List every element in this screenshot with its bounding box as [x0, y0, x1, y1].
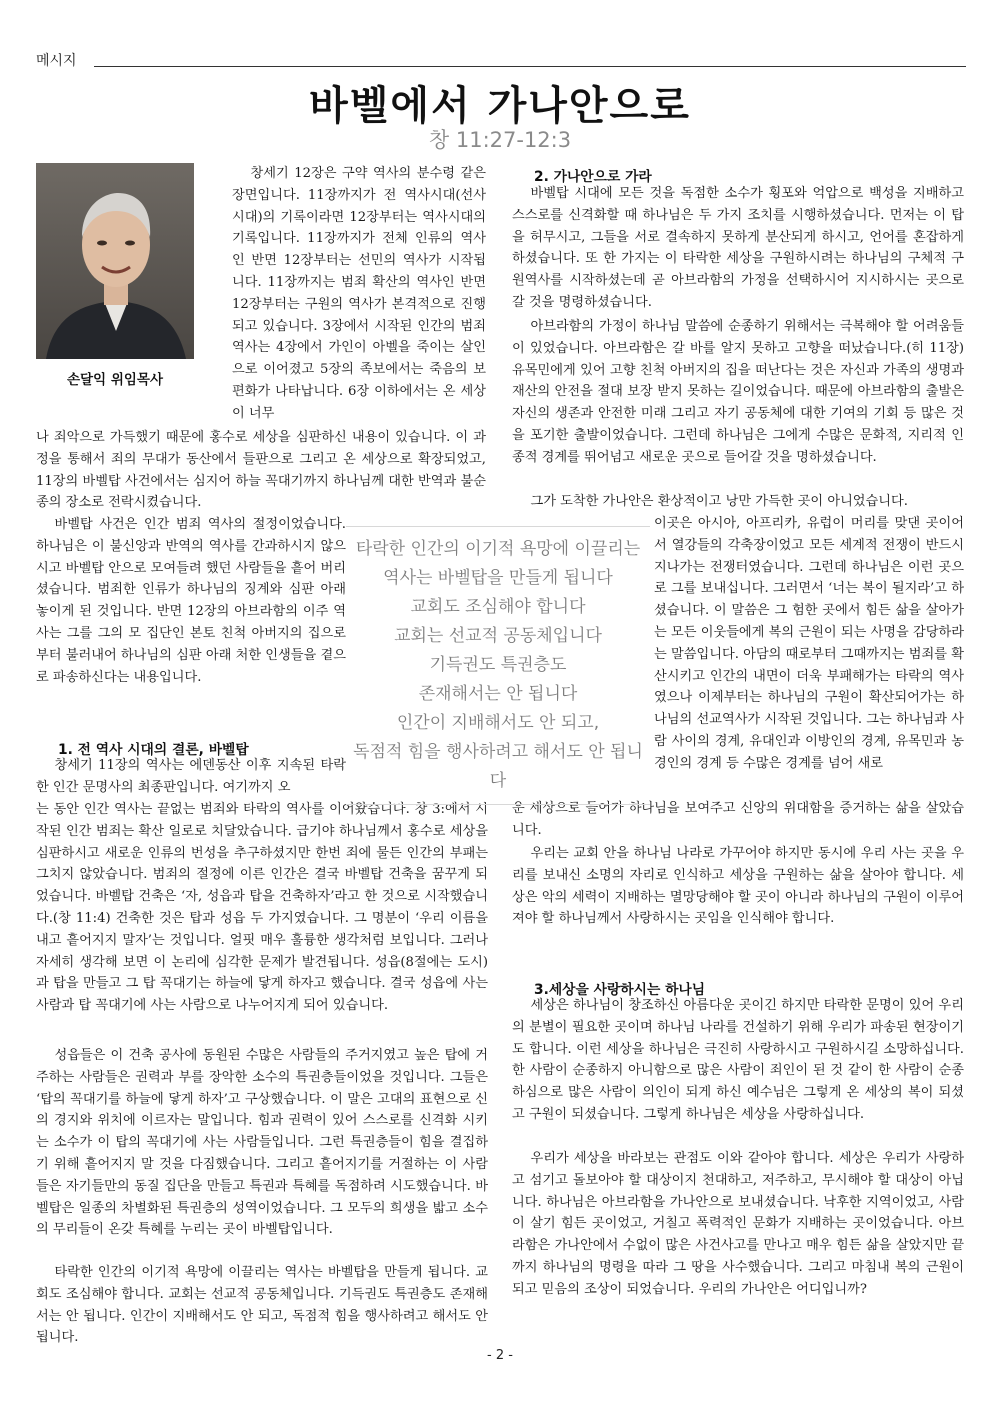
- pull-quote-line: 인간이 지배해서도 안 되고,: [396, 713, 600, 733]
- section-1-text-b: 는 동안 인간 역사는 끝없는 범죄와 타락의 역사를 이어왔습니다. 창 3:에서 시작된 인간 범죄는 확산 일로로 치달았습니다. 급기야 하나님께서 홍수로 세상을 심판하시고 새로운 인류의 번성을 추구하셨지만 한번 죄에 물든 인간의 부패는 그치지 않았습니다. 범죄의 절정에 이른 인간은 결국 바벨탑 건축을 꿈꾸게 되었습니다. 바벨탑 건축은 ‘자, 성읍과 탑을 건축하자’라고 한 것으로 시작했습니다.(창 11:4) 건축한 것은 탑과 성읍 두 가지였습니다. 그 명분이 ‘우리 이름을 내고 흩어지지 말자’는 것입니다. 얼핏 매우 훌륭한 생각처럼 보입니다. 그러나 자세히 생각해 보면 이 논리에 심각한 문제가 발견됩니다. 성읍(8절에는 도시)과 탑을 만들고 그 탑 꼭대기는 하늘에 닿게 하자고 했습니다. 결국 성읍에 사는 사람과 탑 꼭대기에 사는 사람으로 나누어지게 되어 있습니다.: [36, 802, 488, 1014]
- intro-text-2: 바벨탑 사건은 인간 범죄 역사의 절정이었습니다. 하나님은 이 불신앙과 반역의 역사를 간과하시지 않으시고 바벨탑 안으로 모여들려 했던 사람들을 흩어 버리셨습니다. 범죄한 인류가 하나님의 징계와 심판 아래 놓이게 된 것입니다. 반면 12장의 아브라함의 이주 역사는 그를 그의 모 집단인 본토 친척 아버지의 집으로부터 불러내어 하나님의 심판 아래 처한 인생들을 곁으로 파송하신다는 내용입니다.: [36, 517, 346, 685]
- section-2-text-4: 우리는 교회 안을 하나님 나라로 가꾸어야 하지만 동시에 우리 사는 곳을 우리를 보내신 소명의 자리로 인식하고 세상을 구원하는 삶을 살아야 합니다. 세상은 악의 세력이 지배하는 멸망당해야 할 곳이 아니라 하나님의 구원이 이루어져야 할 하나님께서 사랑하시는 곳임을 인식해야 합니다.: [512, 846, 964, 927]
- section-3-text-2: 우리가 세상을 바라보는 관점도 이와 같아야 합니다. 세상은 우리가 사랑하고 섬기고 돌보아야 할 대상이지 천대하고, 저주하고, 무시해야 할 대상이 아닙니다. 하나님은 아브라함을 가나안으로 보내셨습니다. 낙후한 지역이었고, 사람이 살기 힘든 곳이었고, 거칠고 폭력적인 문화가 지배하는 곳이었습니다. 아브라함은 가나안에서 수없이 많은 사건사고를 만나고 매우 힘든 삶을 살았지만 끝까지 하나님의 명령을 따라 그 땅을 사수했습니다. 그리고 마침내 복의 근원이 되고 믿음의 조상이 되었습니다. 우리의 가나안은 어디입니까?: [512, 1151, 964, 1297]
- intro-paragraph-2: [36, 514, 346, 688]
- section-3-text-1: 세상은 하나님이 창조하신 아름다운 곳이긴 하지만 타락한 문명이 있어 우리의 분별이 필요한 곳이며 하나님 나라를 건설하기 위해 우리가 파송된 현장이기도 합니다. 이런 세상을 하나님은 극진히 사랑하시고 구원하시길 소망하십니다. 한 사람이 순종하지 아니함으로 많은 사람이 죄인이 된 것 같이 한 사람이 순종하심으로 많은 사람이 의인이 되게 하신 예수님은 그렇게 온 세상의 복이 되셨고 구원이 되셨습니다. 그렇게 하나님은 세상을 사랑하십니다.: [512, 998, 964, 1122]
- section-1-text-3: 타락한 인간의 이기적 욕망에 이끌리는 역사는 바벨탑을 만들게 됩니다. 교회도 조심해야 합니다. 교회는 선교적 공동체입니다. 기득권도 특권층도 존재해서는 안 됩니다. 인간이 지배해서도 안 되고, 독점적 힘을 행사하려고 해서도 안 됩니다.: [36, 1265, 488, 1346]
- section-3-paragraph-1: [512, 995, 964, 1126]
- section-2-text-3b: 이곳은 아시아, 아프리카, 유럽이 머리를 맞댄 곳이어서 열강들의 각축장이었고 모든 세계적 전쟁이 반드시 지나가는 전쟁터였습니다. 그런데 하나님은 이런 곳으로 그를 보내십니다. 그러면서 ‘너는 복이 될지라’고 하셨습니다. 이 말씀은 그 험한 곳에서 힘든 삶을 살아가는 모든 이웃들에게 복의 근원이 되는 사명을 감당하라는 말씀입니다. 아담의 때로부터 그때까지는 범죄를 확산시키고 인간의 내면이 더욱 부패해가는 타락의 역사였으나 이제부터는 하나님의 구원이 확산되어가는 하나님의 선교역사가 시작된 것입니다. 그는 하나님과 사람 사이의 경계, 유대인과 이방인의 경계, 유목민과 농경인의 경계 등 수많은 경계를 넘어 새로: [654, 516, 964, 771]
- pull-quote-line: 기득권도 특권층도: [429, 655, 567, 675]
- section-2-text-1: 바벨탑 시대에 모든 것을 독점한 소수가 횡포와 억압으로 백성을 지배하고 스스로를 신격화할 때 하나님은 두 가지 조치를 시행하셨습니다. 먼저는 이 탑을 허무시고, 그들을 서로 결속하지 못하게 분산되게 하시고, 언어를 혼잡하게 하셨습니다. 또 한 가지는 이 타락한 세상을 구원하시려는 하나님의 구체적 구원역사를 시작하셨는데 곧 아브라함의 가정을 선택하시어 지시하시는 곳으로 갈 것을 명령하셨습니다.: [512, 186, 964, 310]
- pull-quote: [346, 526, 650, 805]
- pull-quote-line: 타락한 인간의 이기적 욕망에 이끌리는: [355, 539, 641, 559]
- pull-quote-line: 독점적 힘을 행사하려고 해서도 안 됩니다: [353, 742, 643, 791]
- pull-quote-line: 역사는 바벨탑을 만들게 됩니다: [383, 568, 613, 588]
- section-2-text-3c: 운 세상으로 들어가 하나님을 보여주고 신앙의 위대함을 증거하는 삶을 살았습니다.: [512, 801, 964, 838]
- page-header: [36, 50, 966, 74]
- pull-quote-line: 교회도 조심해야 합니다: [410, 597, 586, 617]
- section-2-paragraph-2: [512, 316, 964, 469]
- section-1-paragraph-a: [36, 755, 346, 799]
- section-2-paragraph-1: [512, 183, 964, 314]
- pull-quote-line: 교회는 선교적 공동체입니다: [394, 626, 602, 646]
- intro-paragraph-b: [36, 427, 486, 514]
- intro-text-b: 나 죄악으로 가득했기 때문에 홍수로 세상을 심판하신 내용이 있습니다. 이 과정을 통해서 죄의 무대가 동산에서 들판으로 그리고 온 세상으로 확장되었고, 11장의 바벨탑 사건에서는 심지어 하늘 꼭대기까지 하나님께 대한 반역과 불순종의 장소로 전락시켰습니다.: [36, 430, 486, 511]
- article-title: 바벨에서 가나안으로: [309, 83, 691, 129]
- section-3-heading: 3.세상을 사랑하시는 하나님: [534, 982, 706, 998]
- section-2-paragraph-4: [512, 843, 964, 930]
- header-rule: [94, 66, 966, 67]
- section-2-paragraph-3a: [512, 491, 964, 513]
- section-3-paragraph-2: [512, 1148, 964, 1301]
- section-2-text-2: 아브라함의 가정이 하나님 말씀에 순종하기 위해서는 극복해야 할 어려움들이 있었습니다. 아브라함은 갈 바를 알지 못하고 고향을 떠났습니다.(히 11장) 유목민에게 있어 고향 친척 아버지의 집을 떠난다는 것은 자신과 가족의 생명과 재산의 안전을 절대 보장 받지 못하는 길이었습니다. 때문에 아브라함의 출발은 자신의 생존과 안전한 미래 그리고 자기 공동체에 대한 기여의 기회 등 많은 것을 포기한 출발이었습니다. 그런데 하나님은 그에게 수많은 문화적, 지리적 인종적 경계를 뛰어넘고 새로운 곳으로 들어갈 것을 명하셨습니다.: [512, 319, 964, 465]
- section-1-paragraph-3: [36, 1262, 488, 1349]
- page-number: - 2 -: [487, 1348, 513, 1363]
- section-1-text-a: 창세기 11장의 역사는 에덴동산 이후 지속된 타락한 인간 문명사의 최종판입니다. 여기까지 오: [36, 758, 346, 795]
- section-2-heading: 2. 가나안으로 가라: [534, 169, 652, 185]
- intro-paragraph-a: [232, 163, 486, 425]
- section-2-text-3a: 그가 도착한 가나안은 환상적이고 낭만 가득한 곳이 아니었습니다.: [530, 494, 908, 509]
- section-2-paragraph-3b: [654, 513, 964, 775]
- scripture-reference: 창 11:27-12:3: [428, 128, 572, 152]
- author-photo: [36, 163, 194, 359]
- author-caption: 손달익 위임목사: [67, 372, 163, 388]
- section-1-text-2: 성읍들은 이 건축 공사에 동원된 수많은 사람들의 주거지였고 높은 탑에 거주하는 사람들은 권력과 부를 장악한 소수의 특권층들이었을 것입니다. 그들은 ‘탑의 꼭대기를 하늘에 닿게 하자’고 구상했습니다. 이 말은 고대의 표현으로 신의 경지와 위치에 이르자는 말입니다. 힘과 권력이 있어 스스로를 신격화 시키는 소수가 이 탑의 꼭대기에 사는 사람들입니다. 그런 특권층들이 힘을 결집하기 위해 흩어지지 말 것을 다짐했습니다. 그리고 흩어지기를 거절하는 이 사람들은 자기들만의 동질 집단을 만들고 특권과 특혜를 독점하려 시도했습니다. 바벨탑은 일종의 차별화된 특권층의 성역이었습니다. 그 모두의 희생을 밟고 소수의 무리들이 온갖 특혜를 누리는 곳이 바벨탑입니다.: [36, 1048, 488, 1238]
- pull-quote-line: 존재해서는 안 됩니다: [418, 684, 578, 704]
- section-label: 메시지: [36, 53, 77, 69]
- section-1-heading: 1. 전 역사 시대의 결론, 바벨탑: [58, 742, 249, 758]
- section-1-paragraph-2: [36, 1045, 488, 1241]
- section-1-paragraph-b: [36, 799, 488, 1017]
- intro-text-a: 창세기 12장은 구약 역사의 분수령 같은 장면입니다. 11장까지가 전 역사시대(선사시대)의 기록이라면 12장부터는 역사시대의 기록입니다. 11장까지가 전체 인류의 역사인 반면 12장부터는 선민의 역사가 시작됩니다. 11장까지는 범죄 확산의 역사인 반면 12장부터는 구원의 역사가 본격적으로 진행되고 있습니다. 3장에서 시작된 인간의 범죄 역사는 4장에서 가인이 아벨을 죽이는 살인으로 이어졌고 5장의 족보에서는 죽음의 보편화가 나타납니다. 6장 이하에서는 온 세상이 너무: [232, 166, 486, 421]
